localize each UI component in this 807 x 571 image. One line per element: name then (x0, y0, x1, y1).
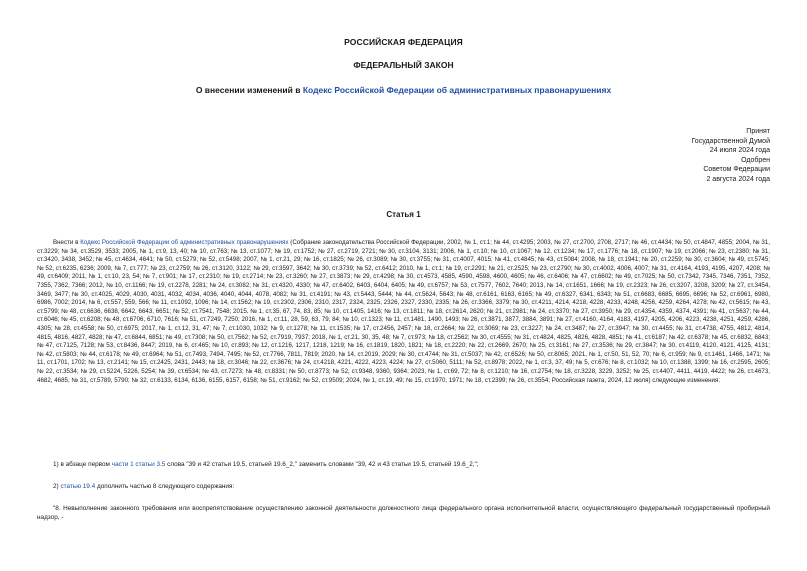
intro-prefix: Внести в (53, 239, 81, 246)
code-link[interactable]: Кодекс Российской Федерации об административных правонарушениях (80, 239, 289, 246)
country-heading: РОССИЙСКАЯ ФЕДЕРАЦИЯ (344, 37, 463, 47)
article-19-4-link[interactable]: статью 19.4 (60, 483, 96, 490)
adoption-line: Одобрен (741, 156, 770, 164)
item2-text: дополнить частью 8 следующего содержания: (95, 483, 235, 490)
adoption-block (570, 127, 770, 185)
adoption-line: Советом Федерации (703, 166, 770, 174)
adoption-line: Государственной Думой (691, 137, 770, 145)
adoption-line: Принят (746, 128, 770, 135)
law-type-heading: ФЕДЕРАЛЬНЫЙ ЗАКОН (353, 60, 454, 70)
amendment-item-3: "8. Невыполнение законного требования или воспрепятствование осуществлению законной деятельности должностного лица федерального органа исполнительной власти, осуществляющего федеральный государственный пробирный надзор, - (37, 505, 770, 521)
item1-text: слова "39 и 42 статьи 19.5, статьей 19.6_2," заменить словами "39, 42 и 43 статьи 19.5, статьей 19.6_2,"; (165, 461, 479, 468)
article-3-5-link[interactable]: части 1 статьи 3.5 (111, 461, 166, 468)
article-intro-paragraph (37, 239, 770, 385)
amendment-item-2 (53, 483, 770, 492)
intro-citation-text: (Собрание законодательства Российской Федерации, 2002, № 1, ст.1; № 44, ст.4295; 2003, № 27, ст.2700, 2708, 2717; № 46, ст.4434; № 50, ст.4847, 4855; 2004, № 31, ст.3229; № 34, ст.3529, 3533; 2005, № 1, ст.9, 13, 40; № 10, ст.763; № 13, ст.1077; № 19, ст.1752; № 27, ст.2719, 2721; № 30, ст.3104, 3131; 2006, № 1, ст.10; № 10, ст.1067; № 12, ст.1234; № 17, ст.1776; № 18, ст.1907; № 19, ст.2066; № 23, ст.2380; № 31, ст.3420, 3438, 3452; № 45, ст.4634, 4641; № 50, ст.5279; № 52, ст.5498; 2007, № 1, ст.21, 29; № 16, ст.1825; № 26, ст.3089; № 30, ст.3755; № 31, ст.4007, 4015; № 41, ст.4845; № 43, ст.5084; 2008, № 18, ст.1941; № 20, ст.2259; № 30, ст.3604; № 49, ст.5745; № 52, ст.6235, 6236; 2009, № 7, ст.777; № 23, ст.2759; № 26, ст.3120, 3122; № 29, ст.3597, 3642; № 30, ст.3739; № 52, ст.6412; 2010, № 1, ст.1; № 19, ст.2291; № 21, ст.2525; № 23, ст.2790; № 30, ст.4002, 4006, 4007; № 31, ст.4164, 4193, 4195, 4207, 4208; № 49, ст.6409; 2011, № 1, ст.10, 23, 54; № 7, ст.901; № 17, ст.2310; № 19, ст.2714; № 23, ст.3260; № 27, ст.3873; № 29, ст.4298; № 30, ст.4573, 4585, 4590, 4598, 4600, 4605; № 46, ст.6406; № 47, ст.6602; № 49, ст.7025; № 50, ст.7342, 7345, 7346, 7351, 7352, 7355, 7362, 7366; 2012, № 10, ст.1166; № 19, ст.2278, 2281; № 24, ст.3082; № 31, ст.4320, 4330; № 47, ст.6402, 6403, 6404, 6405; № 49, ст.6757; № 53, ст.7577, 7602, 7640; 2013, № 14, ст.1651, 1666; № 19, ст.2323; № 26, ст.3207, 3208, 3209; № 27, ст.3454, 3469, 3477; № 30, ст.4025, 4029, 4030, 4031, 4032, 4034, 4036, 4040, 4044, 4078, 4082; № 31, ст.4191; № 43, ст.5443, 5444; № 44, ст.5624, 5643; № 48, ст.6161, 6163, 6165; № 49, ст.6327, 6341, 6343; № 51, ст.6683, 6685, 6695, 6696; № 52, ст.6961, 6980, 6986, 7002; 2014, № 6, ст.557, 559, 566; № 11, ст.1092, 1096; № 14, ст.1562; № 19, ст.2302, 2306, 2310, 2317, 2324, 2325, 2326, 2327, 2330, 2335; № 26, ст.3366, 3379; № 30, ст.4211, 4214, 4218, 4228, 4233, 4248, 4256, 4259, 4264, 4278; № 42, ст.5615; № 43, ст.5799; № 48, ст.6636, 6638, 6642, 6643, 6651; № 52, ст.7541, 7548; 2015, № 1, ст.35, 67, 74, 83, 85; № 10, ст.1405, 1416; № 13, ст.1811; № 18, ст.2614, 2620; № 21, ст.2981; № 24, ст.3370; № 27, ст.3950; № 29, ст.4354, 4359, 4374, 4391; № 41, ст.5637; № 44, ст.6046; № 45, ст.6208; № 48, ст.6706, 6710, 7616; № 51, ст.7249, 7250; 2016, № 1, ст.11, 28, 59, 63, 79, 84; № 10, ст.1323; № 11, ст.1481, 1490, 1493; № 26, ст.3871, 3877, 3884, 3891; № 27, ст.4160, 4164, 4183, 4197, 4205, 4206, 4223, 4238, 4251, 4259, 4286, 4305; № 28, ст.4558; № 50, ст.6975; 2017, № 1, ст.12, 31, 47; № 7, ст.1030, 1032; № 9, ст.1278; № 11, ст.1535; № 17, ст.2456, 2457; № 18, ст.2664; № 22, ст.3069; № 23, ст.3227; № 24, ст.3487; № 27, ст.3947; № 30, ст.4455; № 31, ст.4738, 4755, 4812, 4814, 4815, 4816, 4827, 4828; № 47, ст.6844, 6851; № 49, ст.7308; № 50, ст.7562; № 52, ст.7919, 7937; 2018, № 1, ст.21, 30, 35, 48; № 7, ст.973; № 18, ст.2562; № 30, ст.4555; № 31, ст.4824, 4825, 4826, 4828, 4851; № 41, ст.6187; № 42, ст.6378; № 45, ст.6832, 6843; № 47, ст.7125, 7128; № 53, ст.8436, 8447; 2019, № 6, ст.465; № 10, ст.893; № 12, ст.1216, 1217, 1218, 1219; № 16, ст.1819, 1820, 1821; № 18, ст.2220; № 22, ст.2669, 2670; № 25, ст.3161; № 27, ст.3536; № 29, ст.3847; № 30, ст.4119, 4120, 4121, 4125, 4131; № 42, ст.5803; № 44, ст.6178; № 49, ст.6964; № 51, ст.7493, 7494, 7495; № 52, ст.7766, 7811, 7819; 2020, № 14, ст.2019, 2029; № 30, ст.4744; № 31, ст.5037; № 42, ст.6526; № 50, ст.8065; 2021, № 1, ст.50, 51, 52, 70; № 6, ст.959; № 9, ст.1461, 1466, 1471; № 11, ст.1701, 1702; № 13, ст.2141; № 15, ст.2425, 2431, 2443; № 18, ст.3046; № 22, ст.3676; № 24, ст.4218, 4221, 4222, 4223, 4224; № 27, ст.5060, 5111; № 52, ст.8978; 2022, № 1, ст.3, 37, 49; № 5, ст.676; № 8, ст.1032; № 10, ст.1388, 1399; № 16, ст.2595, 2605; № 22, ст.3534; № 29, ст.5224, 5226, 5254; № 39, ст.6534; № 43, ст.7273; № 48, ст.8331; № 50, ст.8773; № 52, ст.9348, 9360, 9364; 2023, № 1, ст.69, 72; № 8, ст.1210; № 16, ст.2754; № 18, ст.3228, 3229, 3252; № 25, ст.4407, 4411, 4419, 4422; № 26, ст.4673, 4682, 4685; № 31, ст.5789, 5790; № 32, ст.6133, 6134, 6136, 6155, 6157, 6158; № 51, ст.9162; № 52, ст.9509; 2024, № 1, ст.19, 49; № 15, ст.1970, 1971; № 18, ст.2399; № 26, ст.3554; Российская газета, 2024, 12 июля) следующие изменения: (37, 239, 770, 384)
law-title-link[interactable]: Кодекс Российской Федерации об административных правонарушениях (302, 85, 612, 95)
adoption-line: 24 июля 2024 года (709, 147, 770, 155)
law-title (0, 85, 807, 95)
item1-prefix: 1) в абзаце первом (53, 461, 112, 468)
amendment-item-1 (53, 461, 770, 470)
item2-prefix: 2) (53, 483, 61, 490)
adoption-line: 2 августа 2024 года (706, 175, 770, 183)
law-title-prefix: О внесении изменений в (195, 85, 303, 95)
article-heading: Статья 1 (386, 210, 421, 219)
